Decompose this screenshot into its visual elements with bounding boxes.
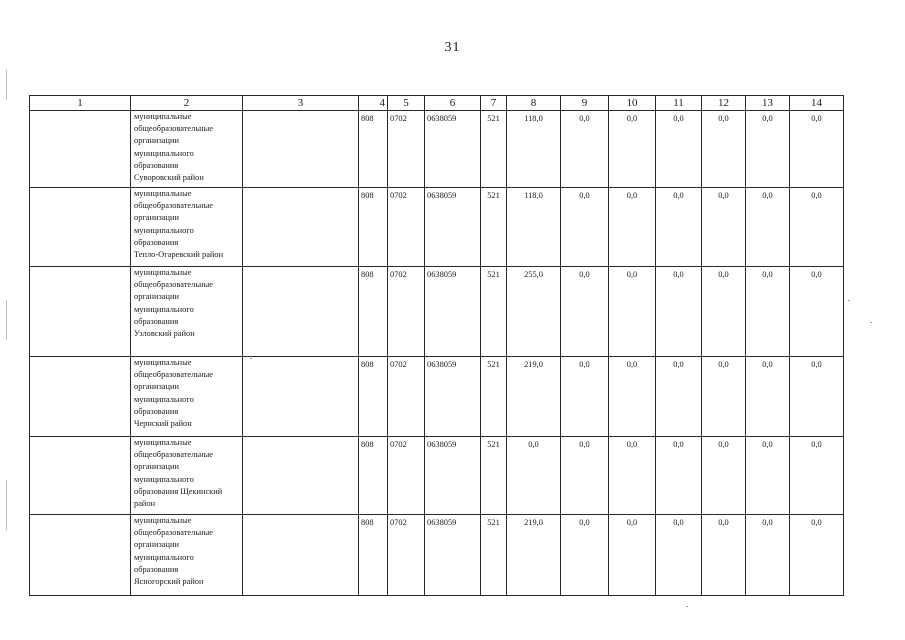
description-line: образования xyxy=(134,406,179,416)
value-cell-c10: 0,0 xyxy=(609,515,656,596)
value-cell-c9: 0,0 xyxy=(561,188,609,267)
value-cell-c13: 0,0 xyxy=(746,111,790,188)
value-cell-c9: 0,0 xyxy=(561,267,609,357)
scan-speck xyxy=(686,606,688,607)
value-cell-c13: 0,0 xyxy=(746,357,790,437)
description-line: Суворовский район xyxy=(134,173,204,183)
column-header: 1 xyxy=(30,96,131,111)
value-cell-c12: 0,0 xyxy=(702,111,746,188)
row-number-cell xyxy=(30,357,131,437)
value-cell-c12: 0,0 xyxy=(702,357,746,437)
column-header: 4 xyxy=(359,96,388,111)
value-cell-c4: 808 xyxy=(359,188,388,267)
value-cell-c5: 0702 xyxy=(388,267,425,357)
row-number-cell xyxy=(30,267,131,357)
value-cell-c6: 0638059 xyxy=(425,267,481,357)
value-cell-c4: 808 xyxy=(359,437,388,515)
column-header: 6 xyxy=(425,96,481,111)
budget-table xyxy=(29,95,844,596)
value-cell-c5: 0702 xyxy=(388,188,425,267)
value-cell-c10: 0,0 xyxy=(609,357,656,437)
description-line: Чернский район xyxy=(134,419,192,429)
value-cell-c4: 808 xyxy=(359,357,388,437)
value-cell-c14: 0,0 xyxy=(790,188,844,267)
column-header: 9 xyxy=(561,96,609,111)
value-cell-c8: 255,0 xyxy=(507,267,561,357)
description-line: муниципальные xyxy=(134,516,192,525)
description-line: образования xyxy=(134,316,179,326)
value-cell-c10: 0,0 xyxy=(609,267,656,357)
recipient-description-cell xyxy=(131,437,243,515)
value-cell-c7: 521 xyxy=(481,188,507,267)
value-cell-c6: 0638059 xyxy=(425,515,481,596)
description-line: муниципальные xyxy=(134,438,192,447)
value-cell-c8: 219,0 xyxy=(507,515,561,596)
value-cell-c7: 521 xyxy=(481,111,507,188)
value-cell-c9: 0,0 xyxy=(561,437,609,515)
empty-cell xyxy=(243,188,359,267)
description-line: район xyxy=(134,499,156,509)
value-cell-c13: 0,0 xyxy=(746,515,790,596)
table-row xyxy=(30,437,844,515)
value-cell-c11: 0,0 xyxy=(656,188,702,267)
recipient-description-cell xyxy=(131,267,243,357)
recipient-description-cell xyxy=(131,515,243,596)
table-row xyxy=(30,515,844,596)
value-cell-c14: 0,0 xyxy=(790,437,844,515)
column-number-row xyxy=(30,96,844,111)
table-row xyxy=(30,111,844,188)
description-line: образования Щекинский xyxy=(134,486,223,496)
value-cell-c12: 0,0 xyxy=(702,515,746,596)
value-cell-c14: 0,0 xyxy=(790,267,844,357)
description-line: организации xyxy=(134,292,179,302)
recipient-description-cell xyxy=(131,357,243,437)
value-cell-c14: 0,0 xyxy=(790,357,844,437)
description-line: организации xyxy=(134,540,179,550)
description-line: образования xyxy=(134,160,179,170)
value-cell-c5: 0702 xyxy=(388,111,425,188)
value-cell-c8: 0,0 xyxy=(507,437,561,515)
value-cell-c13: 0,0 xyxy=(746,188,790,267)
value-cell-c11: 0,0 xyxy=(656,515,702,596)
value-cell-c12: 0,0 xyxy=(702,437,746,515)
value-cell-c12: 0,0 xyxy=(702,267,746,357)
description-line: организации xyxy=(134,213,179,223)
value-cell-c8: 118,0 xyxy=(507,111,561,188)
value-cell-c7: 521 xyxy=(481,437,507,515)
value-cell-c9: 0,0 xyxy=(561,111,609,188)
description-line: общеобразовательные xyxy=(134,124,213,134)
description-line: организации xyxy=(134,136,179,146)
description-line: общеобразовательные xyxy=(134,450,213,460)
column-header: 3 xyxy=(243,96,359,111)
value-cell-c9: 0,0 xyxy=(561,357,609,437)
description-line: муниципального xyxy=(134,394,194,404)
description-line: муниципального xyxy=(134,552,194,562)
recipient-description-cell xyxy=(131,111,243,188)
value-cell-c6: 0638059 xyxy=(425,188,481,267)
value-cell-c7: 521 xyxy=(481,357,507,437)
description-line: муниципального xyxy=(134,225,194,235)
value-cell-c14: 0,0 xyxy=(790,515,844,596)
value-cell-c11: 0,0 xyxy=(656,437,702,515)
description-line: муниципальные xyxy=(134,358,192,367)
description-line: образования xyxy=(134,564,179,574)
value-cell-c5: 0702 xyxy=(388,437,425,515)
row-number-cell xyxy=(30,111,131,188)
value-cell-c4: 808 xyxy=(359,267,388,357)
value-cell-c4: 808 xyxy=(359,111,388,188)
value-cell-c10: 0,0 xyxy=(609,111,656,188)
column-header: 5 xyxy=(388,96,425,111)
empty-cell xyxy=(243,357,359,437)
table-row xyxy=(30,188,844,267)
scan-speck xyxy=(250,358,252,359)
description-line: муниципальные xyxy=(134,268,192,277)
empty-cell xyxy=(243,437,359,515)
description-line: организации xyxy=(134,382,179,392)
description-line: образования xyxy=(134,237,179,247)
description-line: Узловский район xyxy=(134,329,195,339)
description-line: муниципального xyxy=(134,148,194,158)
column-header: 11 xyxy=(656,96,702,111)
value-cell-c10: 0,0 xyxy=(609,188,656,267)
value-cell-c11: 0,0 xyxy=(656,357,702,437)
value-cell-c14: 0,0 xyxy=(790,111,844,188)
description-line: организации xyxy=(134,462,179,472)
empty-cell xyxy=(243,267,359,357)
row-number-cell xyxy=(30,188,131,267)
value-cell-c6: 0638059 xyxy=(425,437,481,515)
column-header: 2 xyxy=(131,96,243,111)
value-cell-c5: 0702 xyxy=(388,515,425,596)
value-cell-c8: 118,0 xyxy=(507,188,561,267)
value-cell-c10: 0,0 xyxy=(609,437,656,515)
empty-cell xyxy=(243,111,359,188)
page-number: 31 xyxy=(444,40,461,55)
margin-mark xyxy=(6,70,7,100)
description-line: муниципальные xyxy=(134,112,192,121)
description-line: муниципального xyxy=(134,304,194,314)
margin-mark xyxy=(6,300,7,340)
column-header: 12 xyxy=(702,96,746,111)
description-line: муниципального xyxy=(134,474,194,484)
value-cell-c9: 0,0 xyxy=(561,515,609,596)
column-header: 10 xyxy=(609,96,656,111)
column-header: 13 xyxy=(746,96,790,111)
margin-mark xyxy=(6,480,7,530)
scan-speck xyxy=(848,300,850,301)
description-line: общеобразовательные xyxy=(134,370,213,380)
description-line: общеобразовательные xyxy=(134,528,213,538)
value-cell-c7: 521 xyxy=(481,515,507,596)
description-line: Ясногорский район xyxy=(134,577,204,587)
row-number-cell xyxy=(30,437,131,515)
value-cell-c6: 0638059 xyxy=(425,357,481,437)
column-header: 8 xyxy=(507,96,561,111)
description-line: общеобразовательные xyxy=(134,201,213,211)
table-row xyxy=(30,357,844,437)
value-cell-c11: 0,0 xyxy=(656,111,702,188)
description-line: общеобразовательные xyxy=(134,280,213,290)
value-cell-c8: 219,0 xyxy=(507,357,561,437)
value-cell-c13: 0,0 xyxy=(746,437,790,515)
value-cell-c7: 521 xyxy=(481,267,507,357)
row-number-cell xyxy=(30,515,131,596)
value-cell-c13: 0,0 xyxy=(746,267,790,357)
value-cell-c4: 808 xyxy=(359,515,388,596)
value-cell-c11: 0,0 xyxy=(656,267,702,357)
description-line: Тепло-Огаревский район xyxy=(134,250,224,260)
value-cell-c5: 0702 xyxy=(388,357,425,437)
table-row xyxy=(30,267,844,357)
scan-speck xyxy=(870,322,872,323)
column-header: 14 xyxy=(790,96,844,111)
description-line: муниципальные xyxy=(134,189,192,198)
recipient-description-cell xyxy=(131,188,243,267)
column-header: 7 xyxy=(481,96,507,111)
empty-cell xyxy=(243,515,359,596)
value-cell-c6: 0638059 xyxy=(425,111,481,188)
value-cell-c12: 0,0 xyxy=(702,188,746,267)
